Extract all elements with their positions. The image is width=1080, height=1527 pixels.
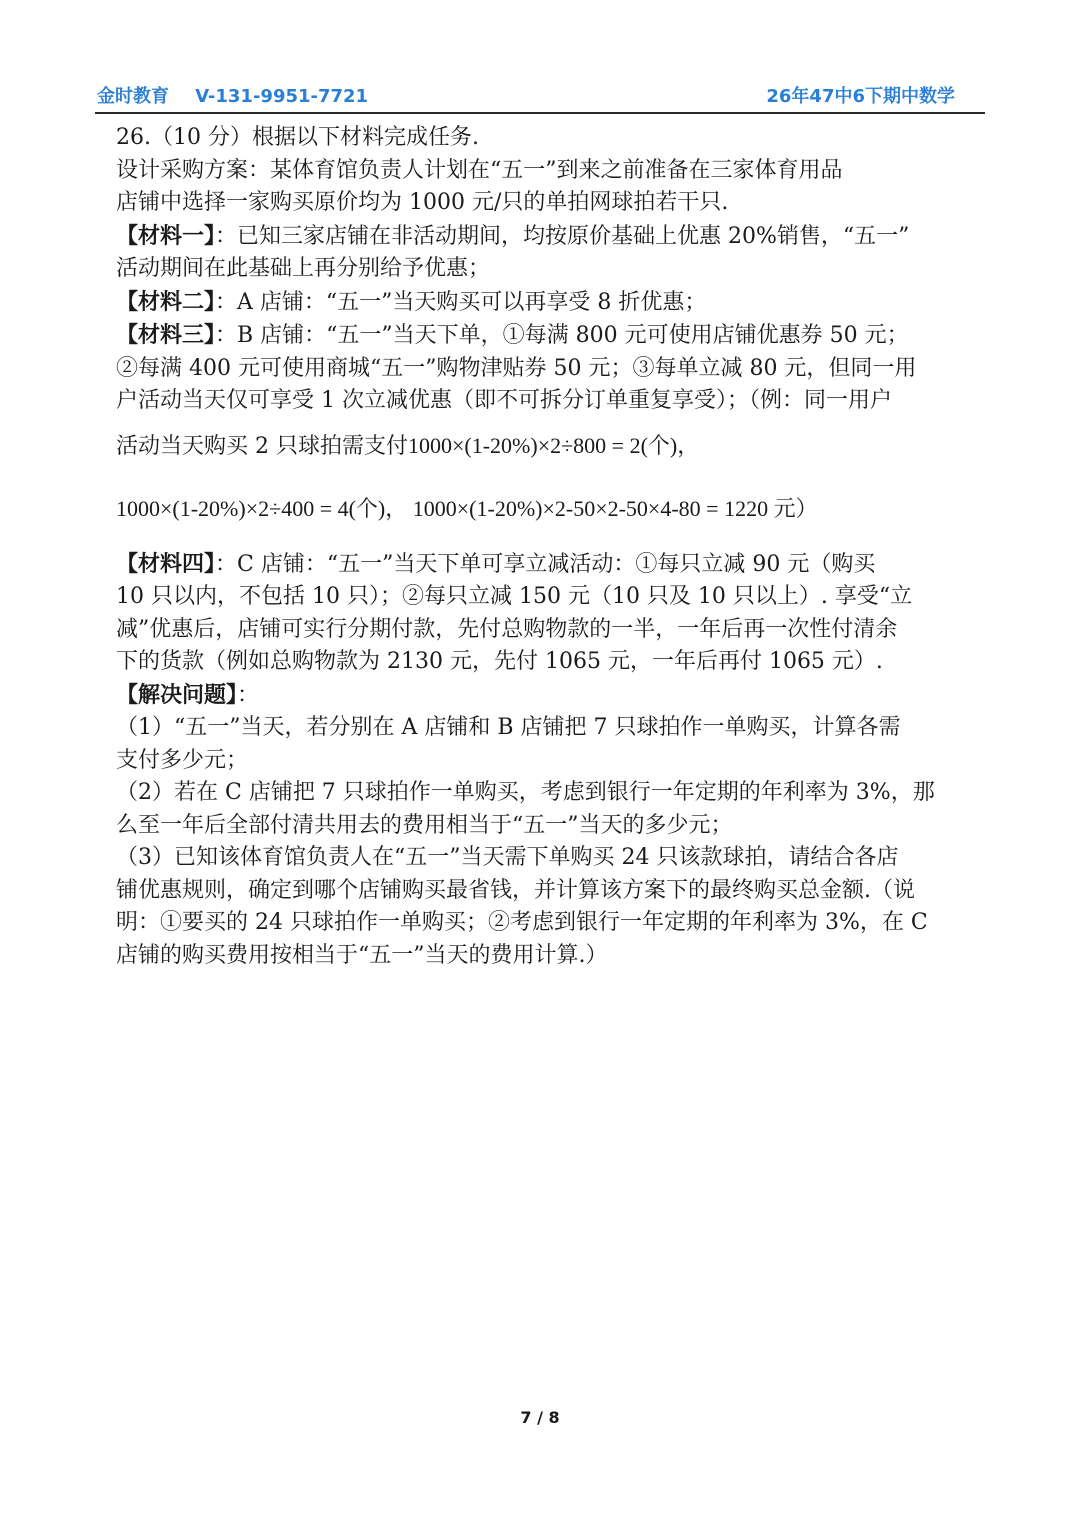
text-line: 活动期间在此基础上再分别给予优惠； (116, 256, 491, 281)
text-line: 铺优惠规则，确定到哪个店铺购买最省钱，并计算该方案下的最终购买总金额.（说 (116, 877, 915, 903)
formula-line-1 (116, 430, 1021, 464)
material-4-text: ：C 店铺：“五一”当天下单可享立减活动：①每只立减 90 元（购买 (215, 551, 876, 577)
text-line: 户活动当天仅可享受 1 次立减优惠（即不可拆分订单重复享受）；（例：同一用户 (116, 388, 892, 413)
material-2-line (116, 286, 1021, 320)
material-3-text: ：B 店铺：“五一”当天下单，①每满 800 元可使用店铺优惠券 50 元； (215, 323, 909, 348)
text-line: 10 只以内，不包括 10 只）；②每只立减 150 元（10 只及 10 只以上）. 享受“立 (116, 584, 913, 609)
material-4-label: 【材料四】 (116, 550, 216, 577)
formula-expression: 1000×(1-20%)×2÷800 = 2(个)， (407, 432, 700, 458)
material-4-line (116, 548, 1021, 582)
question-body (116, 122, 1021, 972)
page-header (95, 80, 985, 114)
header-left (97, 82, 368, 108)
sub-question-2: （2）若在 C 店铺把 7 只球拍作一单购买，考虑到银行一年定期的年利率为 3%，那 (116, 780, 935, 805)
question-title: 26.（10 分）根据以下材料完成任务. (116, 125, 479, 150)
solve-colon: ： (237, 682, 260, 708)
solve-label: 【解决问题】 (116, 681, 238, 708)
text-line: 设计采购方案：某体育馆负责人计划在“五一”到来之前准备在三家体育用品 (116, 157, 843, 183)
material-2-text: ：A 店铺：“五一”当天购买可以再享受 8 折优惠； (215, 289, 707, 315)
text-line: 明：①要买的 24 只球拍作一单购买；②考虑到银行一年定期的年利率为 3%，在 C (116, 910, 928, 935)
material-2-label: 【材料二】 (116, 288, 216, 315)
contact-number: V-131-9951-7721 (195, 86, 369, 107)
page-number: 7 / 8 (520, 1408, 560, 1427)
exam-title: 26年47中6下期中数学 (766, 86, 955, 107)
text-line: 支付多少元； (116, 747, 249, 773)
material-1-text: ：已知三家店铺在非活动期间，均按原价基础上优惠 20%销售，“五一” (215, 223, 910, 249)
text-line: 么至一年后全部付清共用去的费用相当于“五一”当天的多少元； (116, 812, 733, 838)
brand-name: 金时教育 (97, 86, 169, 107)
material-1-label: 【材料一】 (116, 222, 216, 249)
text-line: ②每满 400 元可使用商城“五一”购物津贴券 50 元；③每单立减 80 元，但同一用 (116, 355, 917, 381)
text-line: 店铺中选择一家购买原价均为 1000 元/只的单拍网球拍若干只. (116, 190, 729, 215)
material-3-line (116, 319, 1021, 353)
material-1-line (116, 220, 1021, 254)
text-line: 下的货款（例如总购物款为 2130 元，先付 1065 元，一年后再付 1065 元）. (116, 649, 883, 674)
formula-line-2: 1000×(1-20%)×2÷400 = 4(个)， 1000×(1-20%)×2-50×2-50×4-80 = 1220 元） (116, 496, 818, 521)
text-line: 减”优惠后，店铺可实行分期付款，先付总购物款的一半，一年后再一次性付清余 (116, 616, 898, 642)
sub-question-3: （3）已知该体育馆负责人在“五一”当天需下单购买 24 只该款球拍，请结合各店 (116, 845, 899, 870)
solve-heading-line (116, 679, 1021, 713)
text-line: 店铺的购买费用按相当于“五一”当天的费用计算.） (116, 942, 608, 968)
text-span: 活动当天购买 2 只球拍需支付 (116, 433, 408, 459)
material-3-label: 【材料三】 (116, 322, 216, 348)
sub-question-1: （1）“五一”当天，若分别在 A 店铺和 B 店铺把 7 只球拍作一单购买，计算各需 (116, 715, 901, 740)
